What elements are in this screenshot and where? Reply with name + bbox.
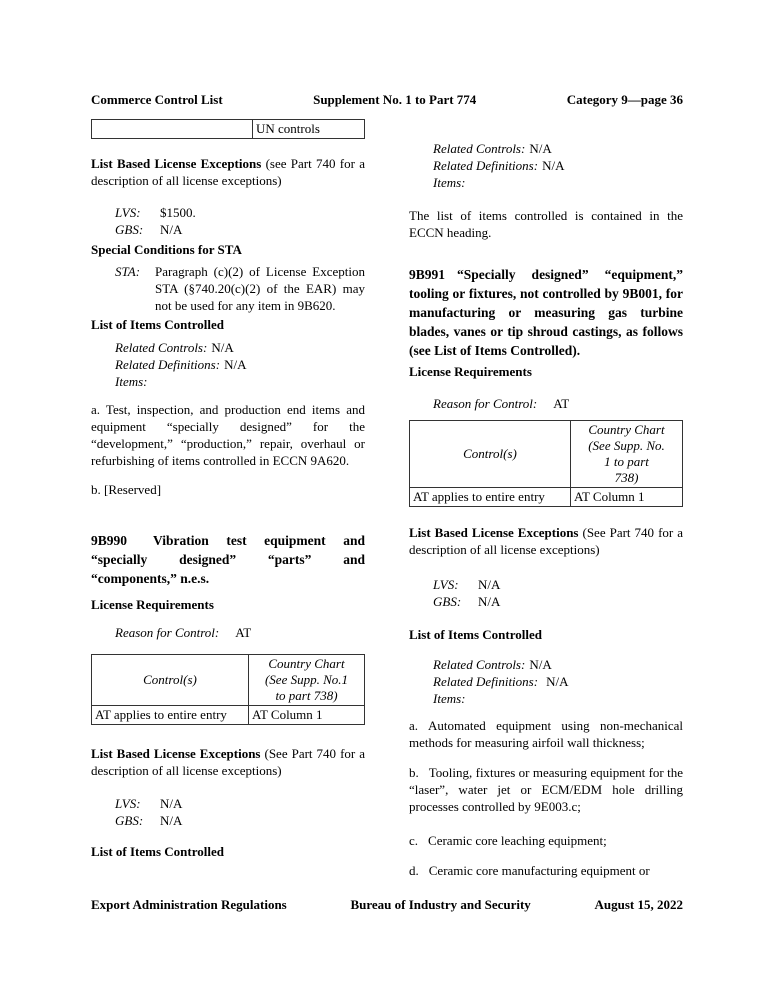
controls-header-cell: Control(s) <box>92 655 249 706</box>
at-column-cell: AT Column 1 <box>249 706 365 725</box>
items-label: Items: <box>433 691 466 706</box>
exceptions-values-1 <box>91 204 365 238</box>
items-row <box>433 690 683 707</box>
list-items-controlled-heading-1: List of Items Controlled <box>91 317 225 332</box>
related-controls-value: N/A <box>211 340 234 355</box>
lvs-value: N/A <box>478 577 501 592</box>
lbe1-heading: List Based License Exceptions <box>91 156 262 171</box>
related-definitions-label: Related Definitions: <box>433 158 539 173</box>
item-d-label: d. <box>409 863 419 878</box>
list-items-controlled-heading-r: List of Items Controlled <box>409 627 543 642</box>
lbe-heading: List Based License Exceptions <box>409 525 579 540</box>
table-header-row <box>92 655 365 706</box>
lbe2-heading: List Based License Exceptions <box>91 746 261 761</box>
lvs-row <box>91 795 365 812</box>
lvs-label: LVS: <box>115 796 141 811</box>
right-column <box>409 140 683 879</box>
eccn-9b990-title: Vibration test equipment and “specially designed” “parts” and “components,” n.e.s. <box>91 533 365 586</box>
at-entry-cell: AT applies to entire entry <box>410 488 571 507</box>
sta-text: Paragraph (c)(2) of License Exception STA (§740.20(c)(2) of the EAR) may not be used for any item in 9B620. <box>155 264 365 313</box>
reason-value: AT <box>553 396 570 411</box>
eccn-9b991-title: “Specially designed” “equipment,” tooling or fixtures, not controlled by 9B001, for manufacturing or measuring gas turbine blades, vanes or tip shroud castings, as follows (see List of Items Controlled). <box>409 267 683 358</box>
related-controls-label: Related Controls: <box>433 141 526 156</box>
related-definitions-value: N/A <box>542 158 565 173</box>
related-controls-label: Related Controls: <box>433 657 526 672</box>
related-block-1 <box>91 339 365 390</box>
lvs-value: N/A <box>160 796 183 811</box>
header-supplement: Supplement No. 1 to Part 774 <box>313 92 477 107</box>
item-b-text: Tooling, fixtures or measuring equipment for the “laser”, water jet or ECM/EDM hole drilling processes controlled by 9E003.c; <box>409 765 683 814</box>
item-d-paragraph <box>409 862 683 879</box>
related-definitions-value: N/A <box>224 357 247 372</box>
list-items-controlled-heading-2: List of Items Controlled <box>91 844 225 859</box>
lvs-value: $1500. <box>160 205 196 220</box>
items-row <box>433 174 683 191</box>
un-box-label: UN controls <box>256 121 320 136</box>
reason-for-control-row-2 <box>409 395 683 412</box>
item-a-paragraph: a. Test, inspection, and production end items and equipment “specially designed” for the “development,” “production,” repair, overhaul or refurbishing of items controlled in ECCN 9A620. <box>91 402 365 468</box>
reason-label: Reason for Control: <box>433 396 538 411</box>
gbs-label: GBS: <box>115 222 144 237</box>
eccn-heading-note: The list of items controlled is contained in the ECCN heading. <box>409 208 683 240</box>
un-controls-box <box>91 119 365 139</box>
table-data-row <box>410 488 683 507</box>
eccn-9b991-code: 9B991 <box>409 267 446 282</box>
sta-paragraph <box>91 263 365 314</box>
related-block-r1 <box>409 140 683 191</box>
country-chart-line: Country Chart <box>268 656 345 671</box>
gbs-label: GBS: <box>115 813 144 828</box>
country-chart-line: 1 to part <box>604 454 649 469</box>
item-b-label: b. <box>409 765 419 780</box>
un-box-empty-cell <box>92 120 253 138</box>
controls-header-cell: Control(s) <box>410 421 571 488</box>
gbs-row <box>409 593 683 610</box>
country-chart-header-cell <box>571 421 683 488</box>
at-column-cell: AT Column 1 <box>571 488 683 507</box>
footer-bureau: Bureau of Industry and Security <box>350 897 531 912</box>
item-a-paragraph <box>409 717 683 751</box>
reason-label: Reason for Control: <box>115 625 220 640</box>
gbs-value: N/A <box>478 594 501 609</box>
related-definitions-label: Related Definitions: <box>433 674 539 689</box>
related-controls-row <box>433 140 683 157</box>
country-chart-line: (See Supp. No. <box>588 438 665 453</box>
license-requirements-heading-1: License Requirements <box>91 597 214 612</box>
item-c-paragraph <box>409 832 683 849</box>
related-definitions-value: N/A <box>546 674 569 689</box>
gbs-value: N/A <box>160 813 183 828</box>
item-a-text: Automated equipment using non-mechanical methods for measuring airfoil wall thickness; <box>409 718 683 750</box>
related-controls-row <box>115 339 365 356</box>
related-definitions-row <box>433 673 683 690</box>
page-header <box>91 92 683 107</box>
gbs-row <box>91 221 365 238</box>
lvs-label: LVS: <box>115 205 141 220</box>
footer-date: August 15, 2022 <box>594 897 683 912</box>
reason-for-control-row-1 <box>91 624 365 641</box>
lvs-row <box>409 576 683 593</box>
item-c-label: c. <box>409 833 419 848</box>
lbe1-text: (see Part 740 for a description of all license exceptions) <box>91 156 365 188</box>
special-conditions-sta-heading: Special Conditions for STA <box>91 242 242 257</box>
related-definitions-row <box>115 356 365 373</box>
footer-regulations: Export Administration Regulations <box>91 897 287 912</box>
list-based-exceptions-2 <box>91 745 365 779</box>
gbs-row <box>91 812 365 829</box>
left-column <box>91 119 365 860</box>
related-controls-label: Related Controls: <box>115 340 208 355</box>
item-a-label: a. <box>409 718 419 733</box>
country-chart-line: Country Chart <box>588 422 665 437</box>
page-footer <box>91 897 683 912</box>
eccn-9b991-heading <box>409 265 683 360</box>
country-chart-header-cell <box>249 655 365 706</box>
eccn-9b990-heading <box>91 531 365 588</box>
related-controls-value: N/A <box>529 657 552 672</box>
gbs-value: N/A <box>160 222 183 237</box>
lbe2-text: (See Part 740 for a description of all license exceptions) <box>91 746 365 778</box>
gbs-label: GBS: <box>433 594 462 609</box>
control-table-9b990 <box>91 654 365 725</box>
related-definitions-label: Related Definitions: <box>115 357 221 372</box>
header-doc-title: Commerce Control List <box>91 92 223 107</box>
control-table-9b991 <box>409 420 683 507</box>
list-based-exceptions-1 <box>91 155 365 189</box>
item-d-text: Ceramic core manufacturing equipment or <box>428 863 650 878</box>
items-row <box>115 373 365 390</box>
eccn-9b990-code: 9B990 <box>91 533 128 548</box>
exceptions-values-2 <box>91 795 365 829</box>
related-block-r2 <box>409 656 683 707</box>
item-b-paragraph: b. [Reserved] <box>91 482 162 497</box>
lvs-label: LVS: <box>433 577 459 592</box>
related-controls-value: N/A <box>529 141 552 156</box>
related-controls-row <box>433 656 683 673</box>
list-based-exceptions-r <box>409 524 683 558</box>
items-label: Items: <box>115 374 148 389</box>
item-c-text: Ceramic core leaching equipment; <box>428 833 607 848</box>
sta-label: STA: <box>115 264 141 279</box>
reason-value: AT <box>235 625 252 640</box>
license-requirements-heading-2: License Requirements <box>409 364 532 379</box>
country-chart-line: to part 738) <box>275 688 338 703</box>
table-data-row <box>92 706 365 725</box>
exceptions-values-r <box>409 576 683 610</box>
country-chart-line: 738) <box>614 470 639 485</box>
item-b-paragraph <box>409 764 683 815</box>
related-definitions-row <box>433 157 683 174</box>
at-entry-cell: AT applies to entire entry <box>92 706 249 725</box>
table-header-row <box>410 421 683 488</box>
lbe-text: (See Part 740 for a description of all license exceptions) <box>409 525 683 557</box>
header-category-page: Category 9—page 36 <box>566 92 683 107</box>
country-chart-line: (See Supp. No.1 <box>264 672 349 687</box>
items-label: Items: <box>433 175 466 190</box>
lvs-row <box>91 204 365 221</box>
